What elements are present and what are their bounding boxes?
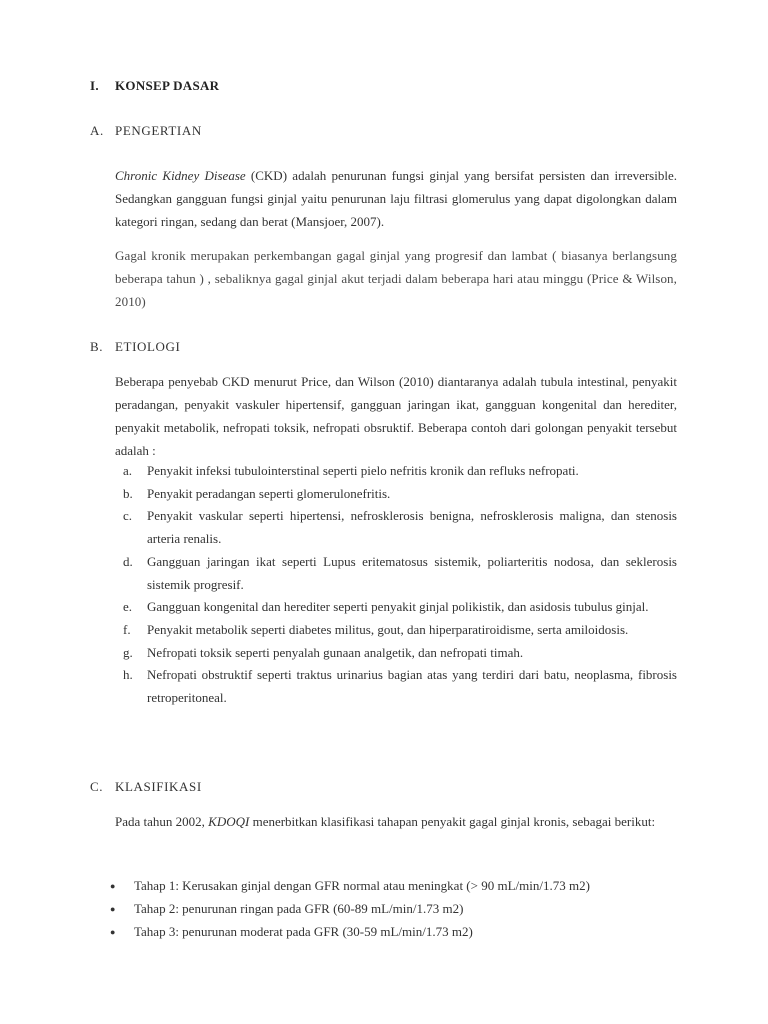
section-c-intro-pre: Pada tahun 2002, [115, 814, 209, 829]
section-c-intro [115, 810, 677, 833]
list-item [110, 898, 680, 921]
section-a-paragraph-1-text: (CKD) adalah penurunan fungsi ginjal yang bersifat persisten dan irreversible. Sedangkan gangguan fungsi ginjal yaitu penurunan laju filtrasi glomerulus yang dapat digolongkan dalam kategori ringan, sedang dan berat (Mansjoer, 2007). [115, 168, 677, 229]
section-c-number: C. [90, 779, 104, 794]
list-marker: f. [123, 621, 131, 637]
list-item [110, 921, 680, 944]
list-item [115, 619, 677, 642]
etiology-list [115, 460, 677, 710]
bullet-icon: ● [110, 926, 116, 937]
section-a-paragraph-1 [115, 164, 677, 233]
section-c-heading [90, 779, 202, 795]
list-item-text: Gangguan jaringan ikat seperti Lupus eritematosus sistemik, poliarteritis nodosa, dan seklerosis sistemik progresif. [147, 553, 677, 592]
list-marker: h. [123, 667, 133, 683]
section-a-number: A. [90, 123, 104, 138]
list-item-text: Penyakit metabolik seperti diabetes militus, gout, dan hiperparatiroidisme, serta amiloidosis. [147, 621, 629, 637]
list-item [115, 664, 677, 709]
section-c-title: KLASIFIKASI [115, 779, 202, 794]
list-item-text: Penyakit infeksi tubulointerstinal seperti pielo nefritis kronik dan refluks nefropati. [147, 463, 579, 478]
list-item-text: Tahap 2: penurunan ringan pada GFR (60-89 mL/min/1.73 m2) [134, 900, 464, 916]
list-item-text: Tahap 3: penurunan moderat pada GFR (30-59 mL/min/1.73 m2) [134, 923, 473, 939]
section-a-heading [90, 123, 202, 139]
list-item [115, 642, 677, 665]
list-marker: d. [123, 553, 133, 569]
list-item-text: Penyakit vaskular seperti hipertensi, nefrosklerosis benigna, nefrosklerosis maligna, dan stenosis arteria renalis. [147, 508, 677, 547]
list-item [115, 596, 677, 619]
bullet-icon: ● [110, 903, 116, 914]
list-item [110, 875, 680, 898]
list-item [115, 551, 677, 596]
list-marker: e. [123, 599, 133, 615]
bullet-icon: ● [110, 881, 116, 891]
section-c-intro-post: menerbitkan klasifikasi tahapan penyakit gagal ginjal kronis, sebagai berikut: [249, 814, 656, 829]
section-b-intro: Beberapa penyebab CKD menurut Price, dan Wilson (2010) diantaranya adalah tubula intestinal, penyakit peradangan, penyakit vaskuler hipertensif, gangguan jaringan ikat, gangguan kongenital dan herediter, penyakit metabolik, nefropati toksik, nefropati obsruktif. Beberapa contoh dari golongan penyakit tersebut adalah : [115, 374, 677, 458]
stage-list [110, 875, 680, 943]
list-item-text: Tahap 1: Kerusakan ginjal dengan GFR normal atau meningkat (> 90 mL/min/1.73 m2) [134, 878, 590, 893]
section-a-title: PENGERTIAN [115, 123, 202, 138]
list-item [115, 505, 677, 550]
list-item [115, 460, 677, 483]
main-heading [90, 78, 219, 94]
section-b-heading [90, 339, 180, 355]
section-b-title: ETIOLOGI [115, 339, 181, 354]
list-marker: b. [123, 485, 133, 501]
ckd-term: Chronic Kidney Disease [115, 168, 246, 183]
list-marker: c. [123, 508, 133, 524]
section-a-paragraph-2: Gagal kronik merupakan perkembangan gagal ginjal yang progresif dan lambat ( biasanya berlangsung beberapa tahun ) , sebaliknya gagal ginjal akut terjadi dalam beberapa hari atau minggu (Price & Wilson, 2010) [115, 248, 677, 309]
list-item-text: Penyakit peradangan seperti glomerulonefritis. [147, 485, 391, 501]
list-item-text: Nefropati obstruktif seperti traktus urinarius bagian atas yang terdiri dari batu, neoplasma, fibrosis retroperitoneal. [147, 667, 677, 706]
section-b-number: B. [90, 339, 104, 354]
list-item-text: Nefropati toksik seperti penyalah gunaan analgetik, dan nefropati timah. [147, 644, 524, 660]
list-marker: a. [123, 463, 133, 478]
kdoqi-term: KDOQI [208, 814, 250, 829]
main-heading-number: I. [90, 78, 99, 93]
list-item [115, 483, 677, 506]
list-item-text: Gangguan kongenital dan herediter seperti penyakit ginjal polikistik, dan asidosis tubulus ginjal. [147, 599, 649, 615]
list-marker: g. [123, 644, 133, 660]
main-heading-title: KONSEP DASAR [115, 78, 220, 93]
